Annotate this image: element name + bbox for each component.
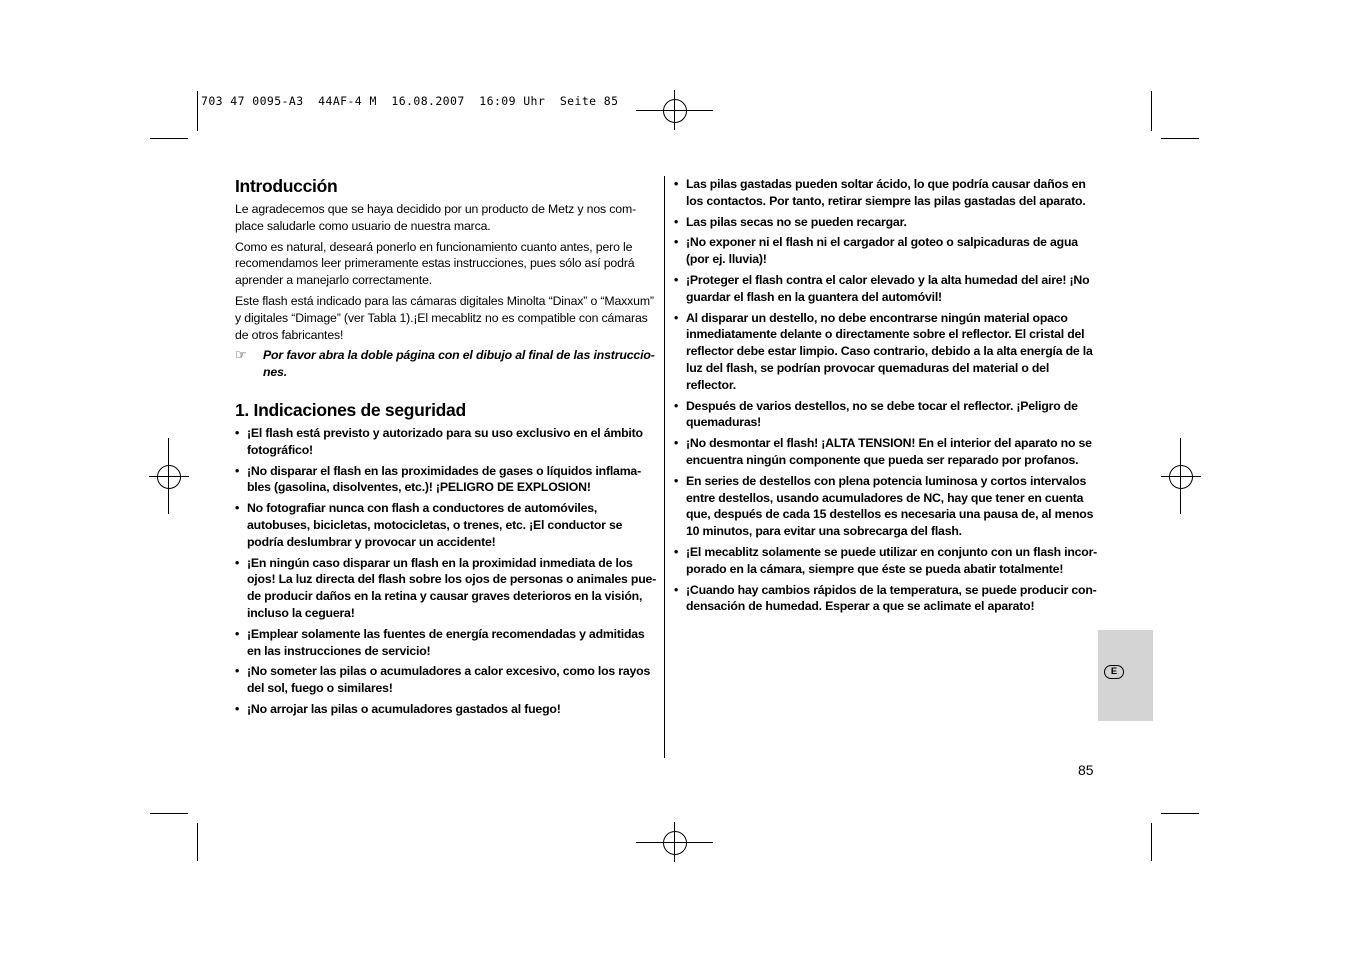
list-item: • ¡No arrojar las pilas o acumuladores gastados al fuego! bbox=[235, 701, 561, 716]
intro-paragraph: Como es natural, deseará ponerlo en funcionamiento cuanto antes, pero le recomendamos leer primeramente estas instrucciones, pues sólo así podrá aprender a manejarlo correctamente. bbox=[235, 239, 635, 288]
list-item: • ¡No someter las pilas o acumuladores a calor excesivo, como los rayos del sol, fuego o similares! bbox=[235, 664, 651, 696]
list-item: • ¡El flash está previsto y autorizado para su uso exclusivo en el ámbito fotográfico! bbox=[235, 425, 643, 457]
safety-list-right bbox=[674, 176, 1099, 615]
list-item: • ¡No desmontar el flash! ¡ALTA TENSION! En el interior del aparato no se encuentra ningún componente que pueda ser reparado por profanos. bbox=[674, 436, 1092, 467]
language-badge: E bbox=[1104, 665, 1124, 679]
intro-heading: Introducción bbox=[235, 176, 338, 196]
list-item: • ¡No disparar el flash en las proximidades de gases o líquidos inflama-bles (gasolina, disolventes, etc.)! ¡PELIGRO DE EXPLOSION! bbox=[235, 463, 641, 495]
right-column bbox=[674, 176, 1099, 619]
list-item: • Las pilas secas no se pueden recargar. bbox=[674, 214, 907, 229]
page-number: 85 bbox=[1078, 762, 1094, 778]
list-item: • ¡En ningún caso disparar un flash en la proximidad inmediata de los ojos! La luz directa del flash sobre los ojos de personas o animales pue-de producir daños en la retina y causar graves deterioros en la visión, incluso la ceguera! bbox=[235, 555, 657, 620]
list-item: • Al disparar un destello, no debe encontrarse ningún material opaco inmediatamente delante o directamente sobre el reflector. El cristal del reflector debe estar limpio. Caso contrario, debido a la alta energía de la luz del flash, se podrían provocar quemaduras del material o del reflector. bbox=[674, 310, 1093, 392]
left-column bbox=[235, 176, 657, 722]
intro-paragraph: Este flash está indicado para las cámaras digitales Minolta “Dinax” o “Maxxum” y digitales “Dimage” (ver Tabla 1).¡El mecablitz no es compatible con cámaras de otros fabricantes! bbox=[235, 293, 654, 342]
list-item: • ¡El mecablitz solamente se puede utilizar en conjunto con un flash incor-porado en la cámara, siempre que éste se pueda abatir totalmente! bbox=[674, 544, 1098, 576]
safety-heading: 1. Indicaciones de seguridad bbox=[235, 399, 466, 420]
list-item: • ¡No exponer ni el flash ni el cargador al goteo o salpicaduras de agua (por ej. lluvia)! bbox=[674, 235, 1078, 267]
note-text: Por favor abra la doble página con el dibujo al final de las instruccio-nes. bbox=[263, 348, 655, 380]
list-item: • ¡Proteger el flash contra el calor elevado y la alta humedad del aire! ¡No guardar el flash en la guantera del automóvil! bbox=[674, 272, 1090, 304]
language-tab bbox=[1098, 630, 1153, 721]
list-item: • En series de destellos con plena potencia luminosa y cortos intervalos entre destellos, usando acumuladores de NC, hay que tener en cuenta que, después de cada 15 destellos es necesaria una pausa de, al menos 10 minutos, para evitar una sobrecarga del flash. bbox=[674, 473, 1094, 539]
list-item: • No fotografiar nunca con flash a conductores de automóviles, autobuses, bicicletas, motocicletas, o trenes, etc. ¡El conductor se podría deslumbrar y provocar un accidente! bbox=[235, 501, 623, 549]
list-item: • ¡Cuando hay cambios rápidos de la temperatura, se puede producir con-densación de humedad. Esperar a que se aclimate el aparato! bbox=[674, 582, 1097, 614]
list-item: • Las pilas gastadas pueden soltar ácido, lo que podría causar daños en los contactos. Por tanto, retirar siempre las pilas gastadas del aparato. bbox=[674, 177, 1086, 208]
column-divider bbox=[664, 176, 665, 758]
list-item: • Después de varios destellos, no se debe tocar el reflector. ¡Peligro de quemaduras! bbox=[674, 398, 1078, 430]
list-item: • ¡Emplear solamente las fuentes de energía recomendadas y admitidas en las instrucciones de servicio! bbox=[235, 626, 645, 658]
safety-list-left bbox=[235, 425, 657, 718]
intro-paragraph: Le agradecemos que se haya decidido por un producto de Metz y nos com-place saludarle como usuario de nuestra marca. bbox=[235, 202, 637, 233]
printer-slug: 703 47 0095-A3 44AF-4 M 16.08.2007 16:09 Uhr Seite 85 bbox=[201, 94, 619, 108]
note bbox=[235, 347, 657, 381]
pointing-hand-icon: ☞ bbox=[235, 347, 247, 363]
